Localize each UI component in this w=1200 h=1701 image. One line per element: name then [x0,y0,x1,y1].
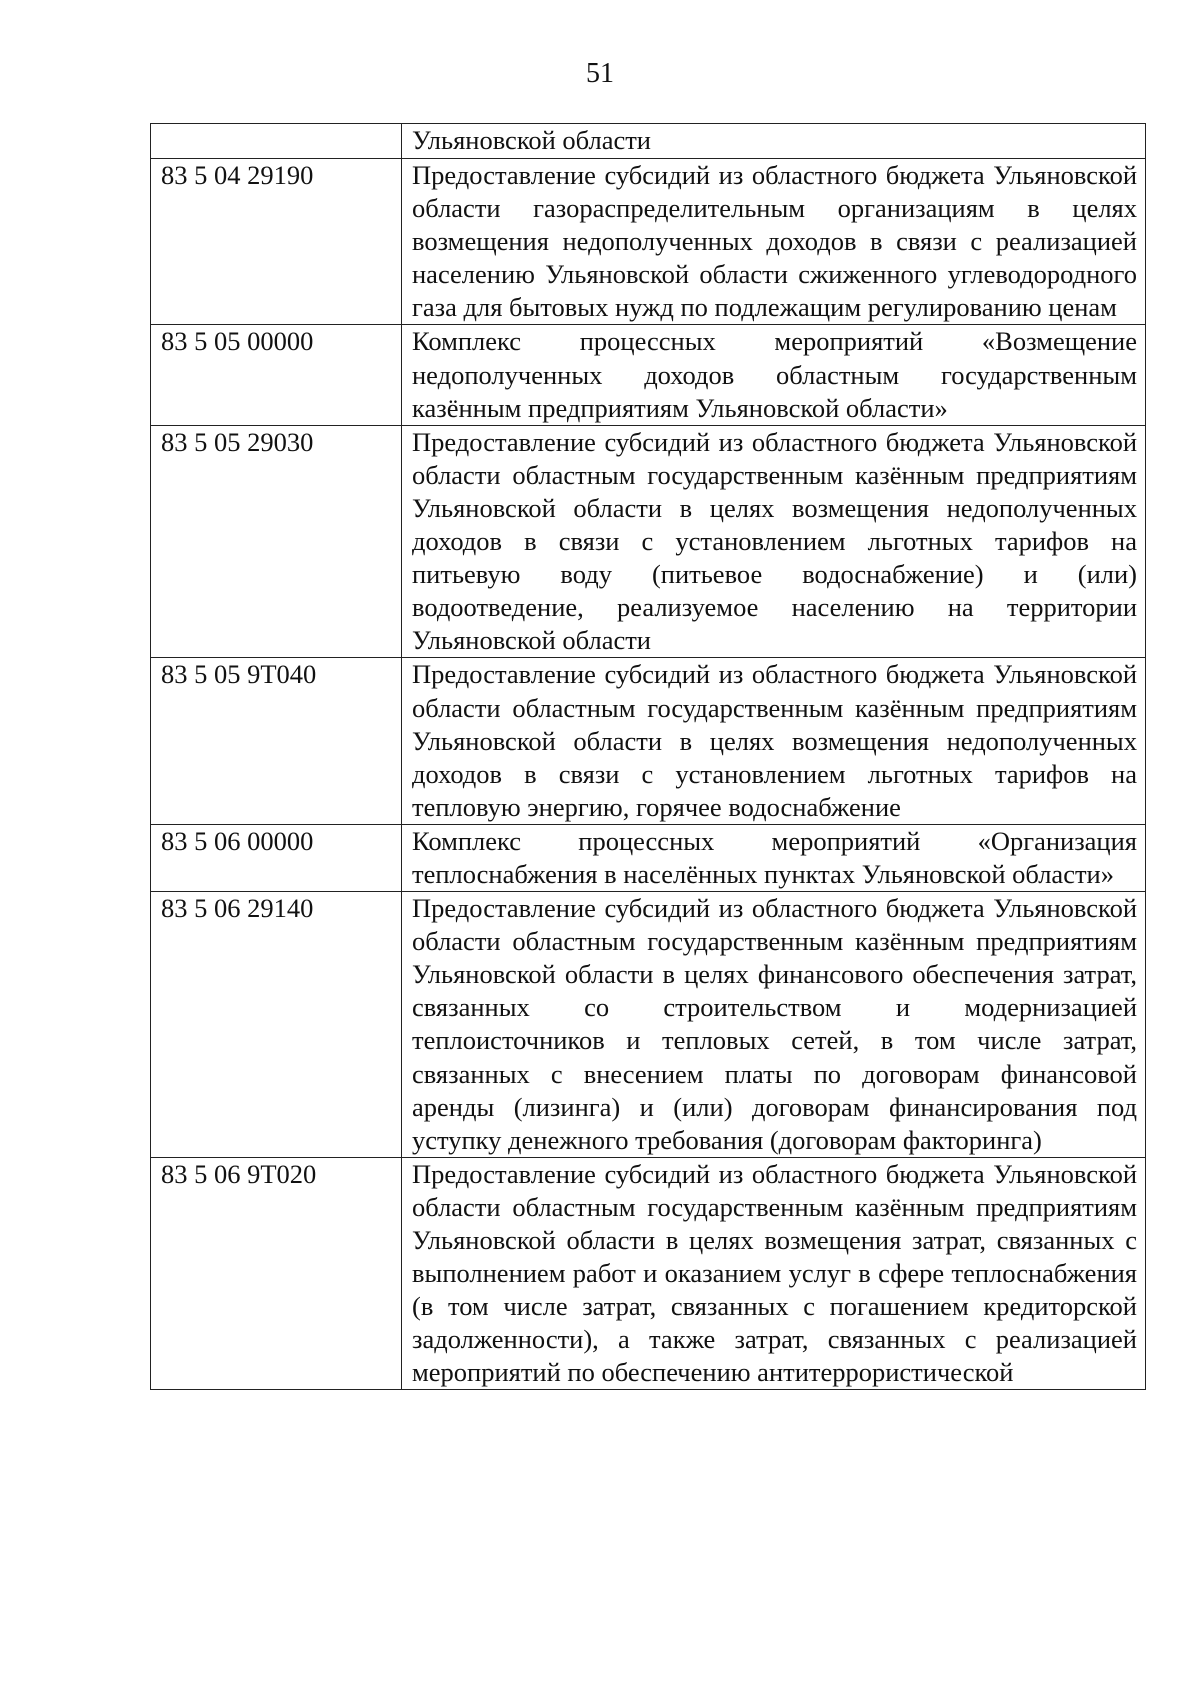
classification-code: 83 5 05 00000 [151,325,402,425]
table-row [151,824,1146,891]
row-description: Комплекс процессных мероприятий «Возмещение недополученных доходов областным государственным казённым предприятиям Ульяновской области» [402,325,1146,425]
classification-code: 83 5 06 9Т020 [151,1157,402,1390]
row-description: Предоставление субсидий из областного бюджета Ульяновской области областным государственным казённым предприятиям Ульяновской области в целях финансового обеспечения затрат, связанных со строительством и модернизацией теплоисточников и тепловых сетей, в том числе затрат, связанных с внесением платы по договорам финансовой аренды (лизинга) и (или) договорам финансирования под уступку денежного требования (договорам факторинга) [402,892,1146,1158]
classification-code: 83 5 04 29190 [151,159,402,325]
table-row [151,658,1146,824]
classification-code: 83 5 06 00000 [151,824,402,891]
table-row [151,1157,1146,1390]
table-row [151,892,1146,1158]
table-row [151,124,1146,159]
table-row [151,425,1146,658]
table-row [151,325,1146,425]
budget-code-table [150,123,1146,1390]
page-number: 51 [586,58,614,89]
row-description: Предоставление субсидий из областного бюджета Ульяновской области областным государственным казённым предприятиям Ульяновской области в целях возмещения недополученных доходов в связи с установлением льготных тарифов на питьевую воду (питьевое водоснабжение) и (или) водоотведение, реализуемое населению на территории Ульяновской области [402,425,1146,658]
row-description: Ульяновской области [402,124,1146,159]
row-description: Комплекс процессных мероприятий «Организация теплоснабжения в населённых пунктах Ульяновской области» [402,824,1146,891]
row-description: Предоставление субсидий из областного бюджета Ульяновской области газораспределительным организациям в целях возмещения недополученных доходов в связи с реализацией населению Ульяновской области сжиженного углеводородного газа для бытовых нужд по подлежащим регулированию ценам [402,159,1146,325]
classification-code: 83 5 05 9Т040 [151,658,402,824]
classification-code [151,124,402,159]
classification-code: 83 5 06 29140 [151,892,402,1158]
classification-code: 83 5 05 29030 [151,425,402,658]
table-row [151,159,1146,325]
row-description: Предоставление субсидий из областного бюджета Ульяновской области областным государственным казённым предприятиям Ульяновской области в целях возмещения недополученных доходов в связи с установлением льготных тарифов на тепловую энергию, горячее водоснабжение [402,658,1146,824]
row-description: Предоставление субсидий из областного бюджета Ульяновской области областным государственным казённым предприятиям Ульяновской области в целях возмещения затрат, связанных с выполнением работ и оказанием услуг в сфере теплоснабжения (в том числе затрат, связанных с погашением кредиторской задолженности), а также затрат, связанных с реализацией мероприятий по обеспечению антитеррористической [402,1157,1146,1390]
